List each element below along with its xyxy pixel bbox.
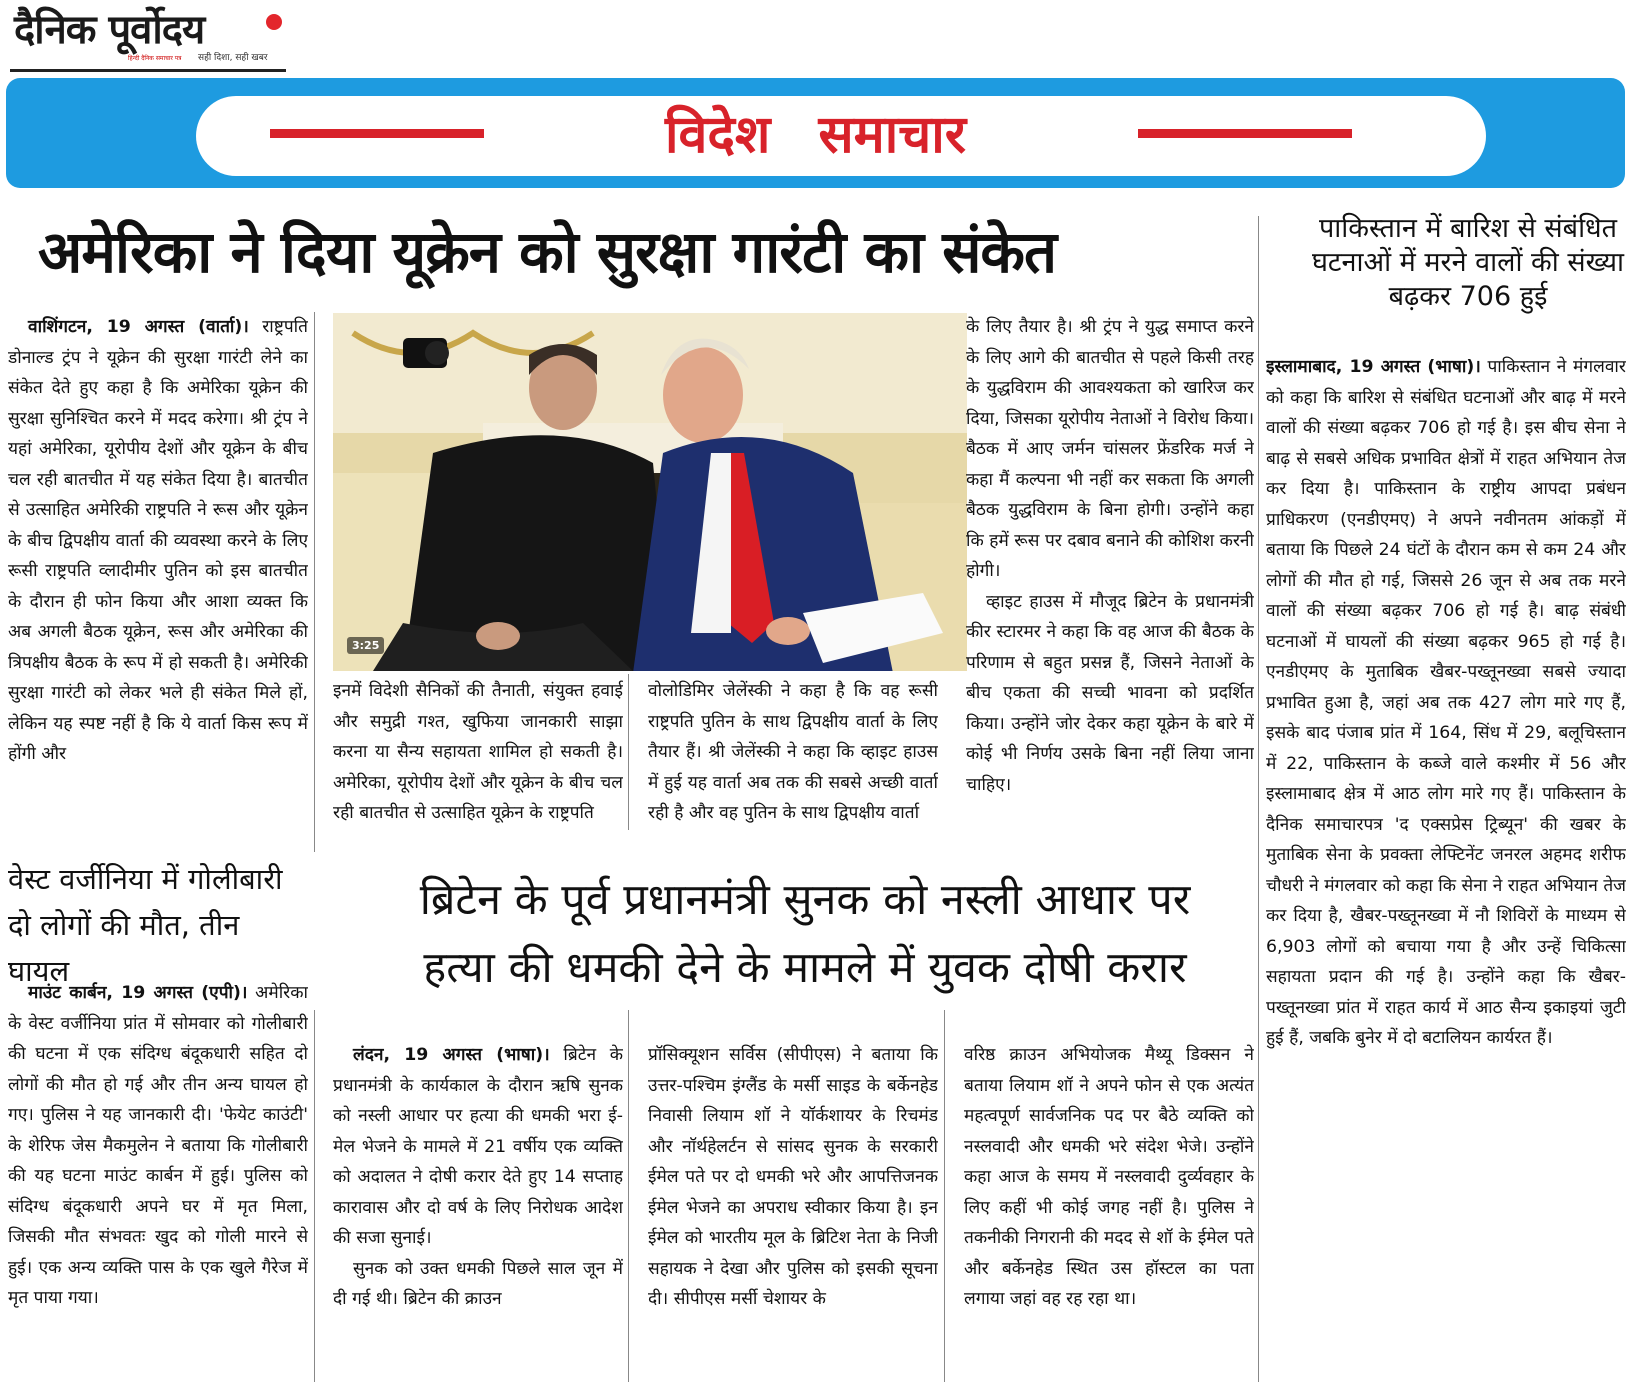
headline-virginia: वेस्ट वर्जीनिया में गोलीबारी दो लोगों की मौत, तीन घायल [8,862,283,988]
article-ukraine-col4 [966,312,1254,842]
dateline-virginia: माउंट कार्बन, 19 अगस्त (एपी)। [28,983,248,1003]
article-ukraine-col1 [8,312,308,832]
photo-zelensky-trump [333,313,967,671]
headline-pakistan: पाकिस्तान में बारिश से संबंधित घटनाओं में मरने वालों की संख्या बढ़कर 706 हुई [1311,213,1625,312]
masthead-sub: हिन्दी दैनिक समाचार पत्र [128,55,182,62]
article-ukraine-col3-text: वोलोडिमिर जेलेंस्की ने कहा है कि वह रूसी राष्ट्रपति पुतिन के साथ द्विपक्षीय वार्ता के लिए तैयार हैं। श्री जेलेंस्की ने कहा कि व्हाइट हाउस में हुई यह वार्ता अब तक की सबसे अच्छी वार्ता रही है और वह पुतिन के साथ द्विपक्षीय वार्ता [648,681,938,823]
article-ukraine-col4a-text: के लिए तैयार है। श्री ट्रंप ने युद्ध समाप्त करने के लिए आगे की बातचीत से पहले किसी तरह के युद्धविराम की आवश्यकता को खारिज कर दिया, जिसका यूरोपीय नेताओं ने विरोध किया। बैठक में आए जर्मन चांसलर फ्रेंडरिक मर्ज ने कहा मैं कल्पना भी नहीं कर सकता कि अगली बैठक युद्धविराम के बिना होगी। उन्होंने कहा कि हमें रूस पर दबाव बनाने की कोशिश करनी होगी। [966,317,1254,581]
article-ukraine-col1-text: राष्ट्रपति डोनाल्ड ट्रंप ने यूक्रेन की सुरक्षा गारंटी लेने का संकेत देते हुए कहा है कि अमेरिका यूक्रेन की सुरक्षा सुनिश्चित करने में मदद करेगा। श्री ट्रंप ने यहां अमेरिका, यूरोपीय देशों और यूक्रेन के बीच चल रही बातचीत में यह संकेत दिया है। बातचीत से उत्साहित अमेरिकी राष्ट्रपति ने रूस और यूक्रेन के बीच द्विपक्षीय वार्ता की व्यवस्था करने के लिए रूसी राष्ट्रपति व्लादीमीर पुतिन को इस बातचीत के दौरान ही फोन किया और आशा व्यक्त कि अब अगली बैठक यूक्रेन, रूस और अमेरिका की त्रिपक्षीय बैठक के रूप में हो सकती है। अमेरिकी सुरक्षा गारंटी को लेकर भले ही संकेत मिले हों, लेकिन यह स्पष्ट नहीं है कि ये वार्ता किस रूप में होंगी और [8,317,308,764]
column-divider [628,1010,629,1382]
dateline-pakistan: इस्लामाबाद, 19 अगस्त (भाषा)। [1266,357,1481,377]
article-virginia-text: अमेरिका के वेस्ट वर्जीनिया प्रांत में सोमवार को गोलीबारी की घटना में एक संदिग्ध बंदूकधारी सहित दो लोगों की मौत हो गई और तीन अन्य घायल हो गए। पुलिस ने यह जानकारी दी। 'फेयेट काउंटी' के शेरिफ जेस मैकमुलेन ने बताया कि गोलीबारी की यह घटना माउंट कार्बन में हुई। पुलिस को संदिग्ध बंदूकधारी अपने घर में मृत मिला, जिसकी मौत संभवतः खुद को गोली मारने से हुई। एक अन्य व्यक्ति पास के एक खुले गैरेज में मृत पाया गया। [8,983,308,1308]
article-ukraine-col2 [333,676,623,830]
article-sunak-col1a-text: ब्रिटेन के प्रधानमंत्री के कार्यकाल के दौरान ऋषि सुनक को नस्ली आधार पर हत्या की धमकी भरा ई-मेल भेजने के मामले में 21 वर्षीय एक व्यक्ति को अदालत ने दोषी करार देते हुए 14 सप्ताह कारावास और दो वर्ष के लिए निरोधक आदेश की सजा सुनाई। [333,1045,623,1248]
headline-sunak-line2: हत्या की धमकी देने के मामले में युवक दोषी करार [423,943,1187,993]
column-divider [314,312,315,852]
dateline-ukraine: वाशिंगटन, 19 अगस्त (वार्ता)। [28,317,249,337]
masthead-tagline: सही दिशा, सही खबर [198,53,268,63]
article-pakistan-text: पाकिस्तान ने मंगलवार को कहा कि बारिश से संबंधित घटनाओं और बाढ़ में मरने वालों की संख्या बढ़कर 706 हो गई है। इस बीच सेना ने बाढ़ से सबसे अधिक प्रभावित क्षेत्रों में राहत अभियान तेज कर दिया है। पाकिस्तान के राष्ट्रीय आपदा प्रबंधन प्राधिकरण (एनडीएमए) ने अपने नवीनतम आंकड़ों में बताया कि पिछले 24 घंटों के दौरान कम से कम 24 और लोगों की मौत हो गई, जिससे 26 जून से अब तक मरने वालों की संख्या बढ़कर 706 हो गई है। बाढ़ संबंधी घटनाओं में घायलों की संख्या बढ़कर 965 हो गई है। एनडीएमए के मुताबिक खैबर-पख्तूनख्वा सबसे ज्यादा प्रभावित हुआ है, जहां अब तक 427 लोग मारे गए हैं, इसके बाद पंजाब प्रांत में 164, सिंध में 29, बलूचिस्तान में 22, पाकिस्तान के कब्जे वाले कश्मीर में 56 और इस्लामाबाद क्षेत्र में आठ लोग मारे गए हैं। पाकिस्तान के दैनिक समाचारपत्र 'द एक्सप्रेस ट्रिब्यून' की खबर के मुताबिक सेना के प्रवक्ता लेफ्टिनेंट जनरल अहमद शरीफ चौधरी ने मंगलवार को कहा कि सेना ने राहत अभियान तेज कर दिया है, खैबर-पख्तूनख्वा में नौ शिविरों के माध्यम से 6,903 लोगों को बचाया गया है और उन्हें चिकित्सा सहायता प्रदान की गई है। उन्होंने कहा कि खैबर-पख्तूनख्वा प्रांत में राहत कार्य में आठ सैन्य इकाइयां जुटी हुई हैं, जबकि बुनेर में दो बटालियन कार्यरत हैं। [1266,357,1626,1048]
column-divider [944,1010,945,1382]
column-divider [628,674,629,830]
photo-timestamp: 3:25 [347,637,384,654]
masthead [10,8,286,72]
article-pakistan-body [1266,352,1626,1382]
article-sunak-col1 [333,1040,623,1382]
headline-sunak-line1: ब्रिटेन के पूर्व प्रधानमंत्री सुनक को नस्ली आधार पर [419,875,1191,925]
article-sunak-col3 [964,1040,1254,1382]
article-virginia-body [8,978,308,1382]
article-sunak-col1b-text: सुनक को उक्त धमकी पिछले साल जून में दी गई थी। ब्रिटेन की क्राउन [333,1258,623,1309]
section-title: विदेश समाचार [665,104,966,165]
article-sunak-col3-text: वरिष्ठ क्राउन अभियोजक मैथ्यू डिक्सन ने बताया लियाम शॉ ने अपने फोन से एक अत्यंत महत्वपूर्ण सार्वजनिक पद पर बैठे व्यक्ति को नस्लवादी और धमकी भरे संदेश भेजे। उन्होंने कहा आज के समय में नस्लवादी दुर्व्यवहार के लिए कहीं भी कोई जगह नहीं है। पुलिस ने तकनीकी निगरानी की मदद से शॉ के ईमेल पते और बर्केनहेड स्थित उस हॉस्टल का पता लगाया जहां वह रह रहा था। [964,1045,1254,1309]
article-ukraine-col4b-text: व्हाइट हाउस में मौजूद ब्रिटेन के प्रधानमंत्री कीर स्टारमर ने कहा कि वह आज की बैठक के परिणाम से बहुत प्रसन्न हैं, जिसने नेताओं के बीच एकता की सच्ची भावना को प्रदर्शित किया। उन्होंने जोर देकर कहा यूक्रेन के बारे में कोई भी निर्णय उसके बिना नहीं लिया जाना चाहिए। [966,591,1254,795]
article-sunak-col2-text: प्रॉसिक्यूशन सर्विस (सीपीएस) ने बताया कि उत्तर-पश्चिम इंग्लैंड के मर्सी साइड के बर्केनहेड निवासी लियाम शॉ ने यॉर्कशायर के रिचमंड और नॉर्थहेलर्टन से सांसद सुनक के सरकारी ईमेल पते पर दो धमकी भरे और आपत्तिजनक ईमेल भेजने का अपराध स्वीकार किया है। इन ईमेल को भारतीय मूल के ब्रिटिश नेता के निजी सहायक ने देखा और पुलिस को इसकी सूचना दी। सीपीएस मर्सी चेशायर के [648,1045,938,1309]
column-divider [314,1010,315,1382]
masthead-title: दैनिक पूर्वोदय [14,7,205,53]
dateline-sunak: लंदन, 19 अगस्त (भाषा)। [353,1045,550,1065]
article-sunak-col2 [648,1040,938,1382]
news-photo [333,313,967,671]
article-ukraine-col2-text: इनमें विदेशी सैनिकों की तैनाती, संयुक्त हवाई और समुद्री गश्त, खुफिया जानकारी साझा करना या सैन्य सहायता शामिल हो सकती है। अमेरिका, यूरोपीय देशों और यूक्रेन के बीच चल रही बातचीत से उत्साहित यूक्रेन के राष्ट्रपति [333,681,623,823]
masthead-logo-dot-icon [266,14,282,30]
column-divider [1258,216,1259,1382]
article-ukraine-col3 [648,676,938,830]
headline-ukraine: अमेरिका ने दिया यूक्रेन को सुरक्षा गारंटी का संकेत [38,218,1057,286]
